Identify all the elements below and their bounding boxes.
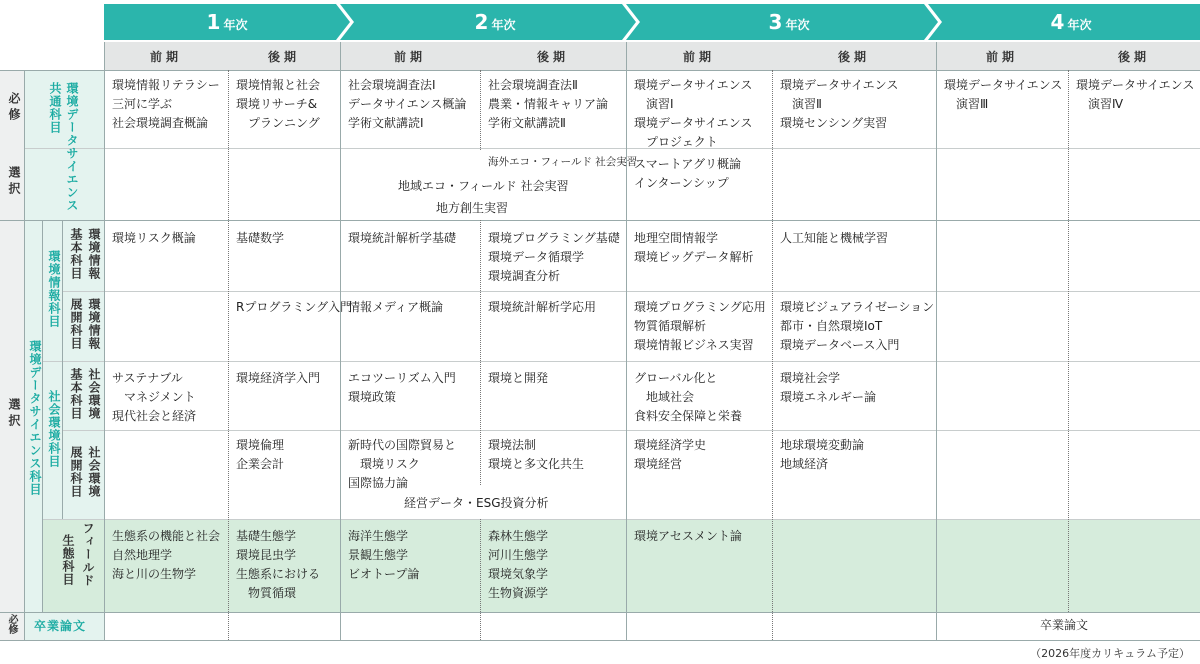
req-sel-column-bg (0, 70, 24, 640)
course-cell: 環境データサイエンス 演習Ⅰ 環境データサイエンス プロジェクト (634, 78, 753, 149)
thesis-required-label: 必修 (6, 614, 17, 634)
course-cell: 環境アセスメント論 (634, 529, 742, 543)
year-2-label (354, 4, 636, 40)
course-cell: 地球環境変動論 地域経済 (780, 438, 865, 471)
year-1-number: 1 (206, 10, 221, 34)
year-4-number: 4 (1050, 10, 1065, 34)
year-2-number: 2 (474, 10, 489, 34)
year-1-label (104, 4, 350, 40)
semester-y4-second: 後期 (1117, 49, 1150, 64)
course-cell: 社会環境調査法Ⅱ 農業・情報キャリア論 学術文献講読Ⅱ (488, 78, 609, 130)
semester-y3-first: 前期 (682, 49, 715, 64)
course-cell: Rプログラミング入門 (236, 300, 353, 314)
course-cell: サステナブル マネジメント 現代社会と経済 (112, 371, 197, 423)
course-cell: エコツーリズム入門 環境政策 (348, 371, 456, 404)
course-cell: 森林生態学 河川生態学 環境気象学 生物資源学 (488, 529, 549, 600)
semester-y1-first: 前期 (149, 49, 182, 64)
env-info-basic-label-b: 環境情報 (87, 228, 101, 280)
course-cell: 環境法制 環境と多文化共生 (488, 438, 585, 471)
course-cell: 環境経済学入門 (236, 371, 321, 385)
course-cell: 情報メディア概論 (348, 300, 444, 314)
course-cell: 地域エコ・フィールド 社会実習 (398, 179, 569, 193)
soc-env-subjects-label: 社会環境科目 (47, 390, 61, 468)
course-cell: 環境倫理 企業会計 (236, 438, 285, 471)
semester-y2-first: 前期 (393, 49, 426, 64)
course-cell: 環境統計解析学基礎 (348, 231, 457, 245)
course-cell: 環境社会学 環境エネルギー論 (780, 371, 877, 404)
required-label: 必修 (7, 92, 21, 124)
eco-subjects-label: 生態科目 (61, 534, 75, 586)
course-cell: 経営データ・ESG投資分析 (404, 496, 549, 510)
course-cell: 新時代の国際貿易と 環境リスク 国際協力論 (348, 438, 457, 490)
course-cell: 卒業論文 (1040, 618, 1089, 632)
course-cell: グローバル化と 地域社会 食料安全保障と栄養 (634, 371, 743, 423)
course-cell: 基礎数学 (236, 231, 285, 245)
course-cell: 社会環境調査法Ⅰ データサイエンス概論 学術文献講読Ⅰ (348, 78, 467, 130)
course-cell: 生態系の機能と社会 自然地理学 海と川の生物学 (112, 529, 221, 581)
thesis-category-label: 卒業論文 (34, 619, 87, 633)
course-cell: 海外エコ・フィールド 社会実習 (488, 156, 638, 168)
soc-basic-label-b: 社会環境 (87, 368, 101, 420)
course-cell: 人工知能と機械学習 (780, 231, 889, 245)
soc-adv-label-a: 展開科目 (69, 446, 83, 498)
common-subjects-label: 共通科目 (48, 82, 62, 134)
course-cell: 環境情報と社会 環境リサーチ& プランニング (236, 78, 321, 130)
course-cell: 環境情報リテラシー 三河に学ぶ 社会環境調査概論 (112, 78, 220, 130)
course-cell: 環境と開発 (488, 371, 549, 385)
field-label: フィールド (81, 522, 95, 587)
footnote: （2026年度カリキュラム予定） (1030, 647, 1190, 660)
course-cell: 環境経済学史 環境経営 (634, 438, 707, 471)
soc-adv-label-b: 社会環境 (87, 446, 101, 498)
year-4-text: 年次 (1067, 18, 1092, 32)
env-info-basic-label-a: 基本科目 (69, 228, 83, 280)
common-eds-label: 環境データサイエンス (65, 82, 79, 212)
course-cell: 地理空間情報学 環境ビッグデータ解析 (634, 231, 754, 264)
elective-label-common: 選択 (7, 166, 21, 198)
course-cell: 環境ビジュアライゼーション 都市・自然環境IoT 環境データベース入門 (780, 300, 935, 352)
year-4-label (942, 4, 1200, 40)
course-cell: 環境データサイエンス 演習Ⅲ (944, 78, 1063, 111)
course-cell: 環境プログラミング応用 物質循環解析 環境情報ビジネス実習 (634, 300, 766, 352)
env-info-adv-label-a: 展開科目 (69, 298, 83, 350)
year-3-label (640, 4, 938, 40)
soc-basic-label-a: 基本科目 (69, 368, 83, 420)
semester-y3-second: 後期 (837, 49, 870, 64)
course-cell: 環境プログラミング基礎 環境データ循環学 環境調査分析 (488, 231, 620, 283)
eds-subjects-label: 環境データサイエンス科目 (28, 340, 42, 496)
year-1-text: 年次 (223, 18, 248, 32)
env-info-subjects-label: 環境情報科目 (47, 250, 61, 328)
semester-y2-second: 後期 (536, 49, 569, 64)
course-cell: 地方創生実習 (436, 201, 509, 215)
course-cell: 環境データサイエンス 演習Ⅱ 環境センシング実習 (780, 78, 899, 130)
course-cell: 環境統計解析学応用 (488, 300, 597, 314)
env-info-adv-label-b: 環境情報 (87, 298, 101, 350)
course-cell: 環境データサイエンス 演習Ⅳ (1076, 78, 1195, 111)
course-cell: 基礎生態学 環境昆虫学 生態系における 物質循環 (236, 529, 321, 600)
year-3-number: 3 (768, 10, 783, 34)
year-3-text: 年次 (785, 18, 810, 32)
course-cell: 環境リスク概論 (112, 231, 196, 245)
course-cell: スマートアグリ概論 インターンシップ (634, 157, 742, 190)
semester-y4-first: 前期 (985, 49, 1018, 64)
year-2-text: 年次 (491, 18, 516, 32)
semester-y1-second: 後期 (267, 49, 300, 64)
elective-label-eds: 選択 (7, 398, 21, 430)
course-cell: 海洋生態学 景観生態学 ビオトープ論 (348, 529, 420, 581)
